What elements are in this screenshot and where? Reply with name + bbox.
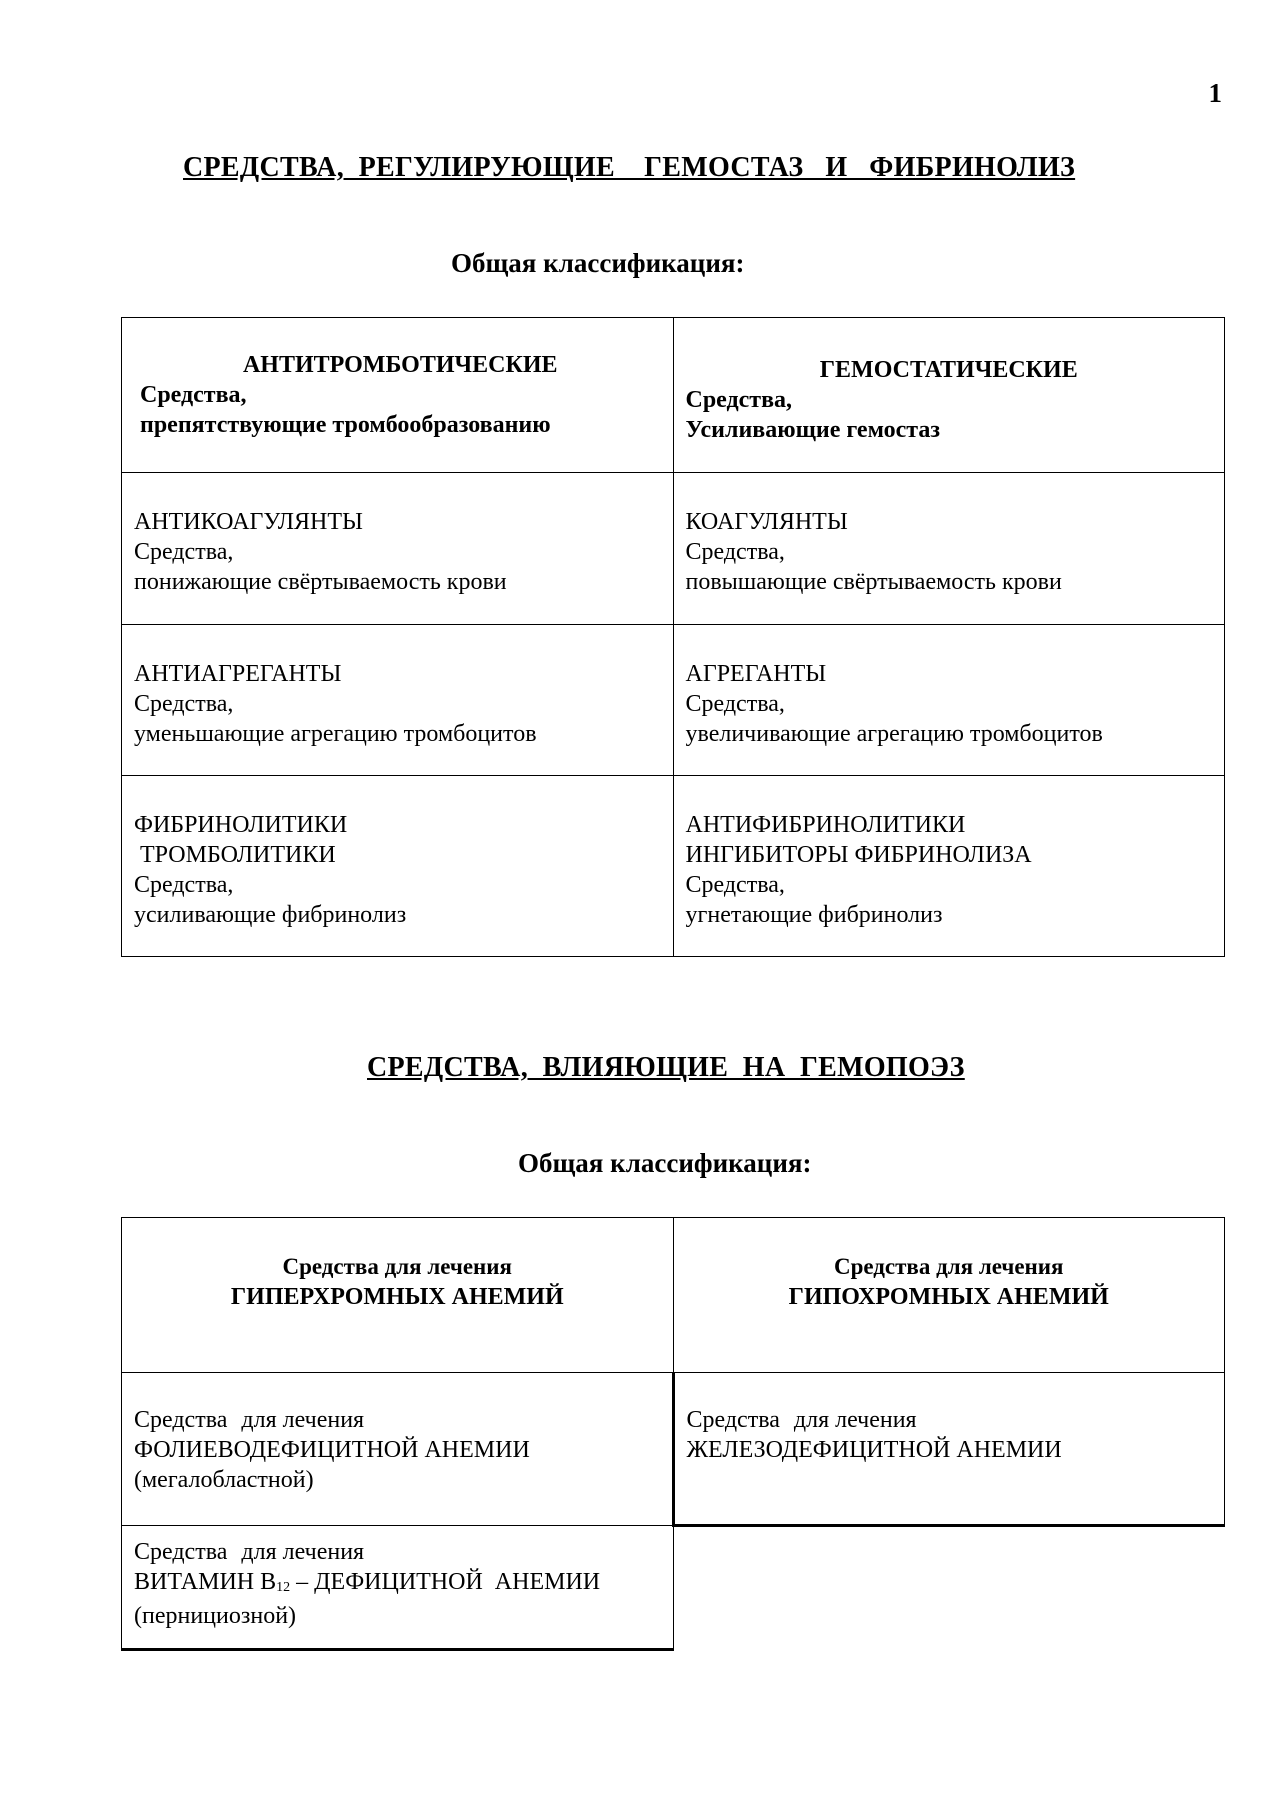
section-subtitle-hemostasis: Общая классификация: [451, 248, 745, 278]
header-name: ГИПОХРОМНЫХ АНЕМИЙ [788, 1284, 1109, 1310]
cell-suffix: для лечения [241, 1539, 365, 1565]
header-line: Средства, [140, 382, 247, 408]
section-title-hemostasis: СРЕДСТВА, РЕГУЛИРУЮЩИЕ ГЕМОСТАЗ И ФИБРИНОЛИЗ [183, 152, 1076, 183]
header-line: Средства для лечения [282, 1254, 513, 1279]
cell-prefix: Средства [134, 1539, 228, 1565]
table-cell [673, 625, 1225, 776]
table-cell [673, 473, 1225, 625]
cell-name: ЖЕЛЕЗОДЕФИЦИТНОЙ АНЕМИИ [686, 1437, 1062, 1463]
table-row [122, 1373, 1225, 1526]
cell-name: КОАГУЛЯНТЫ [685, 509, 848, 535]
cell-line: усиливающие фибринолиз [134, 902, 407, 928]
cell-line: угнетающие фибринолиз [685, 902, 943, 928]
cell-prefix: Средства [134, 1407, 228, 1433]
cell-name: АГРЕГАНТЫ [685, 661, 827, 687]
cell-prefix: Средства [686, 1407, 780, 1433]
cell-name: ФОЛИЕВОДЕФИЦИТНОЙ АНЕМИИ [134, 1437, 530, 1463]
cell-line [134, 1405, 660, 1435]
cell-note: (пернициозной) [134, 1603, 297, 1629]
table-row [122, 776, 1225, 957]
header-block [686, 1252, 1213, 1312]
cell-name: АНТИКОАГУЛЯНТЫ [134, 509, 363, 535]
table-row [122, 473, 1225, 625]
table-row [122, 625, 1225, 776]
cell-name: ИНГИБИТОРЫ ФИБРИНОЛИЗА [685, 842, 1032, 868]
table-header-row [122, 1218, 1225, 1373]
header-line: препятствующие тромбообразованию [140, 412, 551, 438]
cell-name: ТРОМБОЛИТИКИ [134, 842, 336, 868]
table-row [122, 1526, 1225, 1650]
header-name: ГЕМОСТАТИЧЕСКИЕ [819, 357, 1078, 383]
cell-line: Средства, [134, 872, 234, 898]
cell-name-subscript: 12 [276, 1580, 291, 1595]
header-cell-hypochromic [673, 1218, 1225, 1373]
cell-name: АНТИАГРЕГАНТЫ [134, 661, 342, 687]
cell-suffix: для лечения [241, 1407, 365, 1433]
cell-line: Средства, [134, 539, 234, 565]
cell-line: Средства, [685, 691, 785, 717]
cell-name: ФИБРИНОЛИТИКИ [134, 812, 348, 838]
table-cell [122, 776, 674, 957]
cell-line: уменьшающие агрегацию тромбоцитов [134, 721, 537, 747]
header-cell-antithrombotic [122, 318, 674, 473]
page-number: 1 [1208, 78, 1222, 108]
table-cell [673, 776, 1225, 957]
cell-line: Средства, [134, 691, 234, 717]
header-cell-hemostatic [673, 318, 1225, 473]
section-subtitle-hemopoiesis: Общая классификация: [518, 1148, 812, 1178]
table-cell [122, 1373, 674, 1526]
cell-line: увеличивающие агрегацию тромбоцитов [685, 721, 1103, 747]
table-cell [673, 1373, 1225, 1526]
cell-note: (мегалобластной) [134, 1467, 314, 1493]
table-header-row [122, 318, 1225, 473]
cell-line [687, 1405, 1213, 1435]
header-name: АНТИТРОМБОТИЧЕСКИЕ [242, 352, 558, 378]
header-line: Средства для лечения [833, 1254, 1064, 1279]
header-cell-hyperchromic [122, 1218, 674, 1373]
hemostasis-classification-table [121, 317, 1225, 957]
cell-name-part: – ДЕФИЦИТНОЙ АНЕМИИ [290, 1569, 601, 1595]
table-cell [122, 473, 674, 625]
empty-cell [673, 1526, 1225, 1650]
table-cell [122, 625, 674, 776]
cell-line: Средства, [685, 539, 785, 565]
cell-name: АНТИФИБРИНОЛИТИКИ [685, 812, 966, 838]
section-title-hemopoiesis: СРЕДСТВА, ВЛИЯЮЩИЕ НА ГЕМОПОЭЗ [367, 1052, 965, 1083]
cell-name-part: ВИТАМИН В [134, 1569, 277, 1595]
header-line: Усиливающие гемостаз [685, 417, 940, 443]
cell-line: повышающие свёртываемость крови [685, 569, 1062, 595]
hemopoiesis-classification-table [121, 1217, 1225, 1651]
header-line: Средства, [685, 387, 793, 413]
header-block [134, 1252, 661, 1312]
table-cell [122, 1526, 674, 1650]
cell-suffix: для лечения [793, 1407, 917, 1433]
header-name: ГИПЕРХРОМНЫХ АНЕМИЙ [230, 1284, 564, 1310]
cell-line: понижающие свёртываемость крови [134, 569, 507, 595]
cell-name [134, 1567, 661, 1601]
cell-line: Средства, [685, 872, 785, 898]
cell-line [134, 1537, 661, 1567]
